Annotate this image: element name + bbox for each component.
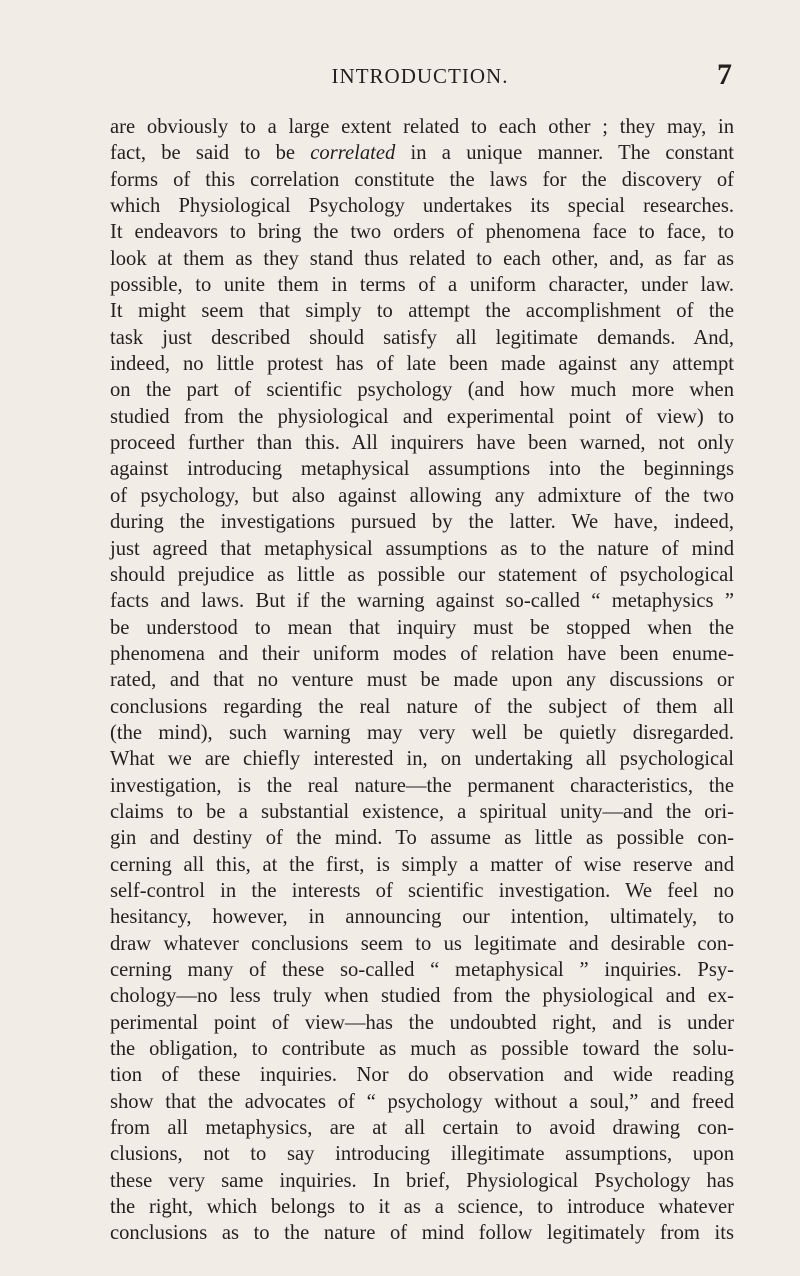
text-line: the right, which belongs to it as a science, to introduce whatever xyxy=(110,1196,734,1219)
text-line: It might seem that simply to attempt the accomplishment of the xyxy=(110,300,734,323)
text-line: chology—no less truly when studied from the physiological and ex- xyxy=(110,985,734,1008)
text-line: which Physiological Psychology undertakes its special researches. xyxy=(110,195,734,218)
text-line: facts and laws. But if the warning against so-called “ metaphysics ” xyxy=(110,590,734,613)
text-line: (the mind), such warning may very well be quietly disregarded. xyxy=(110,721,734,744)
text-line: self-control in the interests of scientific investigation. We feel no xyxy=(110,879,734,902)
body-text xyxy=(110,114,734,1247)
text-line: against introducing metaphysical assumptions into the beginnings xyxy=(110,458,734,481)
text-line: show that the advocates of “ psychology without a soul,” and freed xyxy=(110,1090,734,1113)
text-line: conclusions regarding the real nature of the subject of them all xyxy=(110,695,734,718)
text-line: tion of these inquiries. Nor do observation and wide reading xyxy=(110,1064,734,1087)
text-line: are obviously to a large extent related to each other ; they may, in xyxy=(110,116,734,138)
text-line: conclusions as to the nature of mind follow legitimately from its xyxy=(110,1222,734,1245)
text-line: be understood to mean that inquiry must be stopped when the xyxy=(110,616,734,639)
text-line: cerning all this, at the first, is simply a matter of wise reserve and xyxy=(110,853,734,876)
text-line: What we are chiefly interested in, on undertaking all psychological xyxy=(110,748,734,771)
text-line: investigation, is the real nature—the permanent characteristics, the xyxy=(110,774,734,797)
text-line: from all metaphysics, are at all certain to avoid drawing con- xyxy=(110,1117,734,1140)
running-head xyxy=(118,58,732,94)
text-line: look at them as they stand thus related to each other, and, as far as xyxy=(110,247,734,270)
text-line: of psychology, but also against allowing any admixture of the two xyxy=(110,484,734,507)
emphasized-word: correlated xyxy=(310,142,396,165)
text-line: task just described should satisfy all legitimate demands. And, xyxy=(110,326,734,349)
text-line: It endeavors to bring the two orders of phenomena face to face, to xyxy=(110,221,734,244)
text-line: perimental point of view—has the undoubted right, and is under xyxy=(110,1011,734,1034)
text-line: forms of this correlation constitute the laws for the discovery of xyxy=(110,168,734,191)
text-line: draw whatever conclusions seem to us legitimate and desirable con- xyxy=(110,932,734,955)
text-line: hesitancy, however, in announcing our intention, ultimately, to xyxy=(110,906,734,929)
text-line: gin and destiny of the mind. To assume as little as possible con- xyxy=(110,827,734,850)
text-line: should prejudice as little as possible our statement of psychological xyxy=(110,563,734,586)
text-line: indeed, no little protest has of late been made against any attempt xyxy=(110,353,734,376)
text-line: possible, to unite them in terms of a uniform character, under law. xyxy=(110,274,734,297)
text-line: proceed further than this. All inquirers have been warned, not only xyxy=(110,432,734,455)
text-line: fact, be said to be correlated in a unique manner. The constant xyxy=(110,142,734,165)
text-line: claims to be a substantial existence, a spiritual unity—and the ori- xyxy=(110,800,734,823)
text-line: cerning many of these so-called “ metaphysical ” inquiries. Psy- xyxy=(110,959,734,981)
text-line: just agreed that metaphysical assumptions as to the nature of mind xyxy=(110,537,734,560)
text-line: rated, and that no venture must be made upon any discussions or xyxy=(110,669,734,692)
text-line: studied from the physiological and experimental point of view) to xyxy=(110,405,734,428)
text-line: phenomena and their uniform modes of relation have been enume- xyxy=(110,642,734,665)
running-title: INTRODUCTION. xyxy=(331,64,509,88)
page-number: 7 xyxy=(717,58,732,91)
text-line: on the part of scientific psychology (and how much more when xyxy=(110,379,734,402)
text-line: the obligation, to contribute as much as possible toward the solu- xyxy=(110,1038,734,1061)
text-line: clusions, not to say introducing illegitimate assumptions, upon xyxy=(110,1143,734,1166)
text-line: these very same inquiries. In brief, Physiological Psychology has xyxy=(110,1169,734,1192)
text-line: during the investigations pursued by the latter. We have, indeed, xyxy=(110,511,734,534)
